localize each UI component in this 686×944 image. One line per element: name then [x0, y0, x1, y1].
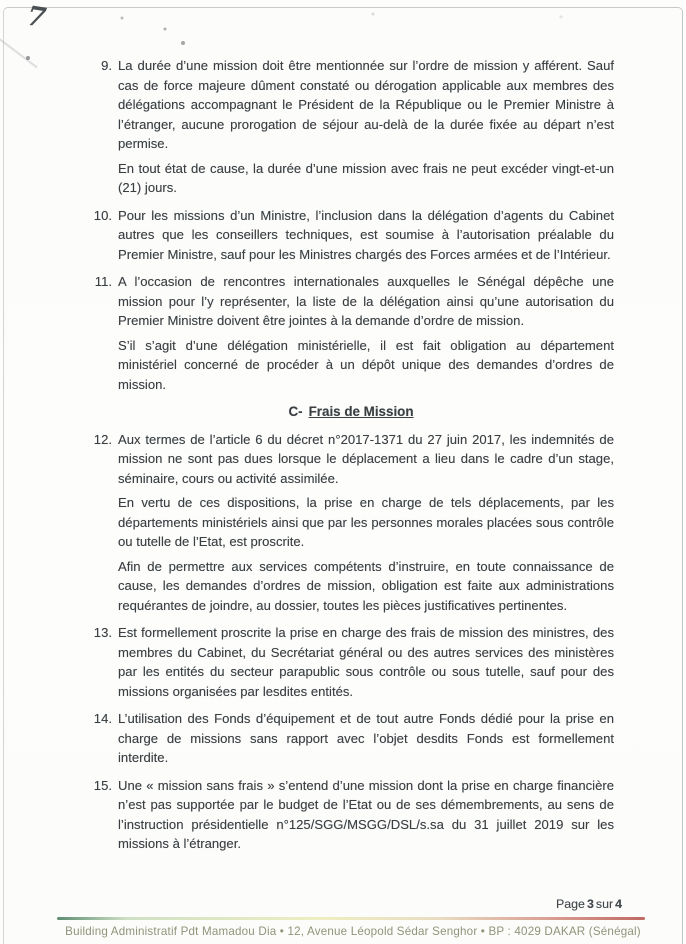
item-paragraph: En tout état de cause, la durée d’une mission avec frais ne peut excéder vingt-et-un (21) jours. [118, 160, 614, 195]
item-number: 15. [93, 777, 112, 793]
list-item-14 [88, 709, 614, 768]
item-paragraph: S’il s’agit d’une délégation ministérielle, il est fait obligation au département ministériel concerné de procéder à un dépôt unique des demandes d’ordres de mission. [118, 337, 614, 392]
section-heading-title: Frais de Mission [308, 404, 414, 419]
list-item-13 [88, 623, 614, 701]
page-indicator [554, 897, 622, 911]
item-body [118, 430, 614, 616]
item-body [118, 56, 614, 198]
item-number: 11. [94, 274, 112, 289]
item-paragraph: L’utilisation des Fonds d’équipement et de tout autre Fonds dédié pour la prise en charge de missions sans rapport avec l’objet desdits Fonds est formellement interdite. [118, 711, 614, 765]
item-number: 13. [93, 625, 112, 640]
item-number: 14. [93, 711, 112, 726]
footer-address: Building Administratif Pdt Mamadou Dia • 12, Avenue Léopold Sédar Senghor • BP : 4029 DAKAR (Sénégal) [65, 925, 641, 938]
page-total: 4 [615, 897, 622, 911]
item-paragraph: Est formellement proscrite la prise en charge des frais de mission des ministres, des membres du Cabinet, du Secrétariat général ou des autres services des ministères par les entités du secteur parapublic sous contrôle ou sous tutelle, sauf pour des missions organisées par lesdites entités. [118, 625, 614, 699]
item-body [118, 776, 614, 854]
item-paragraph: Une « mission sans frais » s’entend d’une mission dont la prise en charge financière n’est pas supportée par le budget de l’Etat ou de ses démembrements, au sens de l’instruction présidentielle n°125/SGG/MSGG/DSL/s.sa du 31 juillet 2019 sur les missions à l’étranger. [118, 777, 614, 851]
item-body [118, 709, 614, 768]
item-paragraph: Aux termes de l’article 6 du décret n°2017-1371 du 27 juin 2017, les indemnités de mission ne sont pas dues lorsque le déplacement a lieu dans le cadre d’un stage, séminaire, cours ou activité assimilée. [118, 431, 614, 486]
section-heading-prefix: C- [288, 404, 303, 419]
item-body [118, 272, 614, 394]
item-number: 10. [93, 207, 112, 223]
item-number: 9. [101, 58, 112, 73]
scan-specks [0, 0, 2, 2]
item-paragraph: Pour les missions d’un Ministre, l’inclusion dans la délégation d’agents du Cabinet autres que les conseillers techniques, est soumise à l’autorisation préalable du Premier Ministre, sauf pour les Ministres chargés des Forces armées et de l’Intérieur. [118, 207, 614, 262]
document-body [88, 56, 614, 854]
handwritten-mark: 7 [24, 0, 49, 35]
item-paragraph: A l’occasion de rencontres internationales auxquelles le Sénégal dépêche une mission pour l’y représenter, la liste de la délégation ainsi qu’une autorisation du Premier Ministre doivent être jointes à la demande d’ordre de mission. [118, 274, 614, 328]
item-body [118, 206, 614, 265]
page-separator-word: sur [595, 897, 614, 911]
item-body [118, 623, 614, 701]
section-heading [88, 402, 614, 422]
item-paragraph: En vertu de ces dispositions, la prise en charge de tels déplacements, par les départements ministériels ainsi que par les personnes morales placées sous contrôle ou tutelle de l’Etat, est proscrite. [118, 495, 614, 549]
item-number: 12. [93, 431, 112, 447]
list-item-12 [88, 430, 614, 616]
list-item-10 [88, 206, 614, 265]
list-item-9 [88, 56, 614, 198]
flag-gradient-line [57, 917, 645, 920]
item-paragraph: Afin de permettre aux services compétents d’instruire, en toute connaissance de cause, les demandes d’ordres de mission, obligation est faite aux administrations requérantes de joindre, au dossier, toutes les pièces justificatives pertinentes. [118, 558, 614, 613]
page-number: 3 [586, 897, 594, 911]
list-item-11 [88, 272, 614, 394]
page-word: Page [556, 897, 585, 911]
item-paragraph: La durée d’une mission doit être mentionnée sur l’ordre de mission y afférent. Sauf cas de force majeure dûment constaté ou dérogation applicable aux membres des délégations accompagnant le Président de la République ou le Premier Ministre à l’étranger, aucune prorogation de séjour au-delà de la durée fixée au départ n’est permise. [118, 58, 614, 151]
list-item-15 [88, 776, 614, 854]
